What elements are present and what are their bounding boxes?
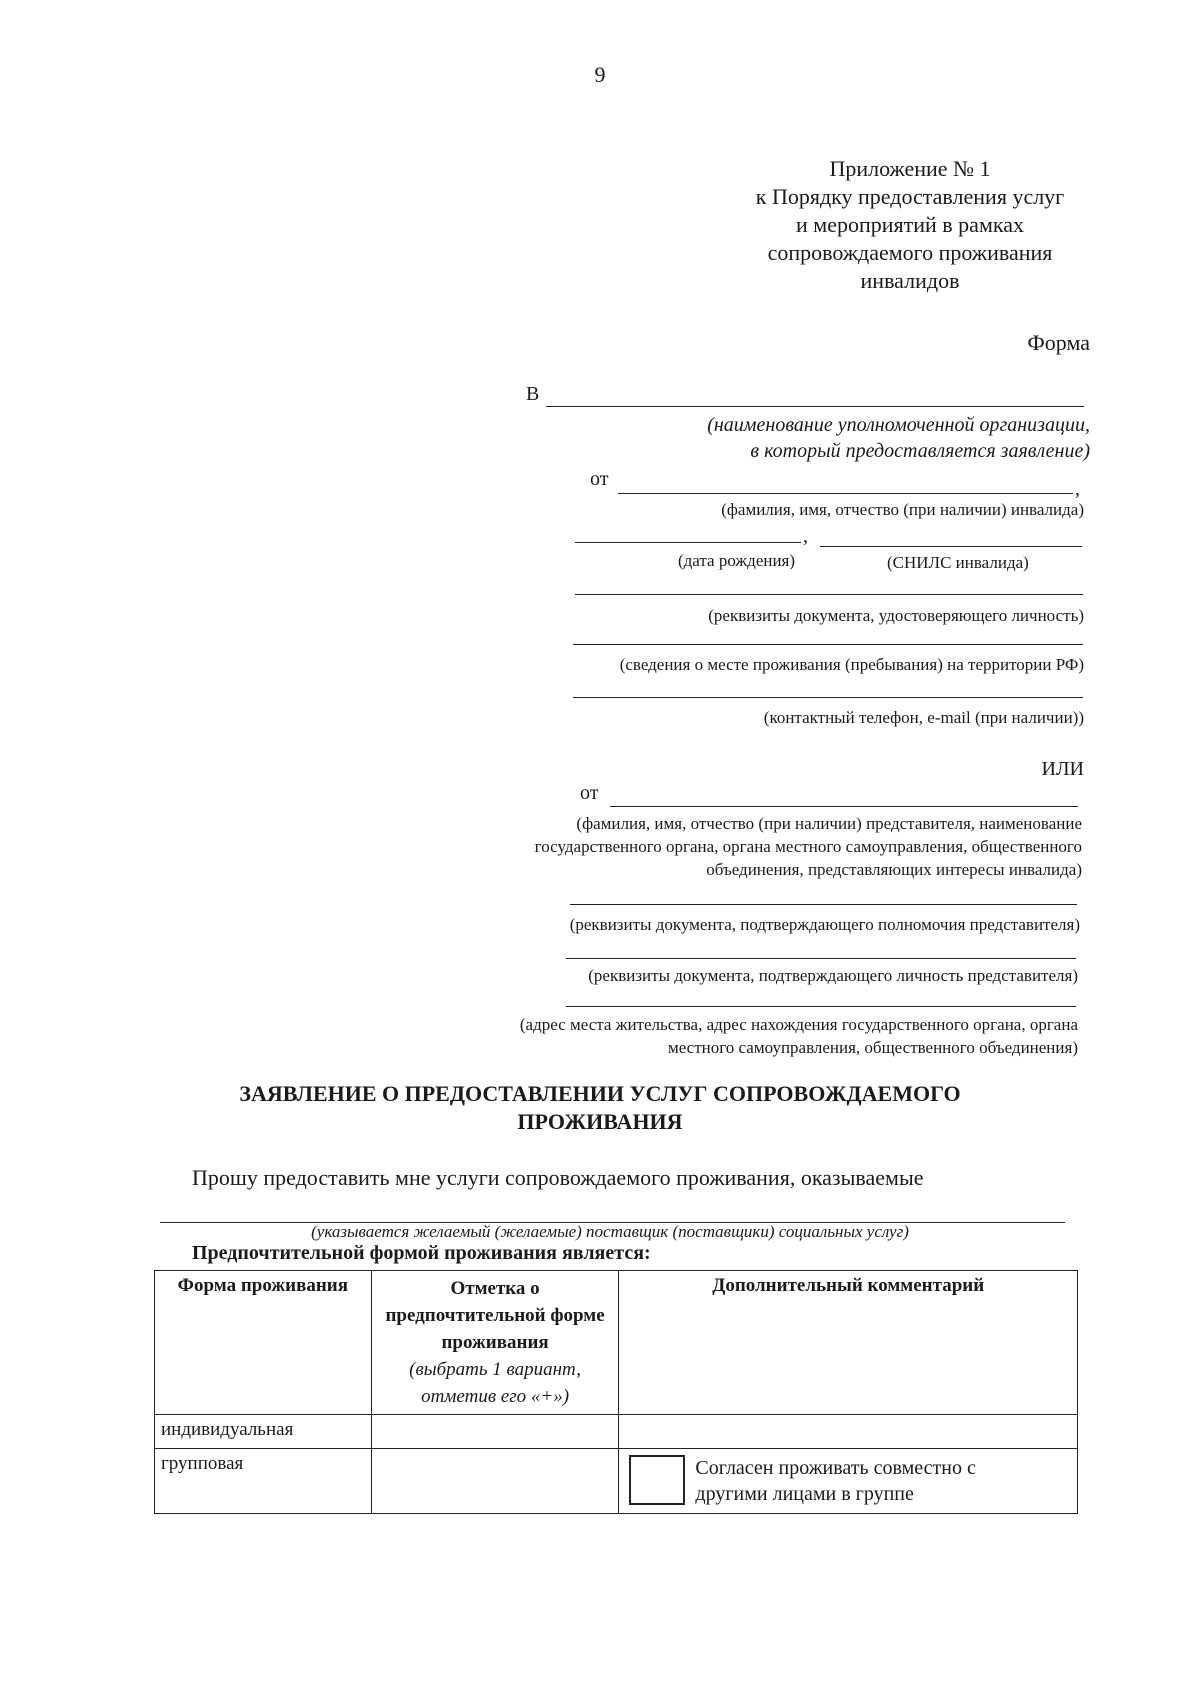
document-title: [100, 1080, 1100, 1136]
comment-cell[interactable]: [619, 1415, 1078, 1449]
representative-name-line[interactable]: [610, 806, 1078, 807]
contact-caption: (контактный телефон, e-mail (при наличии)): [763, 708, 1084, 727]
appendix-line: сопровождаемого проживания: [767, 240, 1053, 265]
mark-header-sub: (выбрать 1 вариант, отметив его «+»): [409, 1359, 581, 1407]
appendix-block: [690, 155, 1130, 295]
id-document-line[interactable]: [575, 594, 1083, 595]
or-label: ИЛИ: [1041, 758, 1084, 780]
to-prefix: В: [526, 383, 540, 405]
caption-line: (наименование уполномоченной организации,: [707, 414, 1090, 436]
snils-caption: (СНИЛС инвалида): [887, 553, 1029, 572]
page-number: 9: [594, 62, 606, 87]
mark-cell[interactable]: [371, 1449, 619, 1514]
column-header-mark: [371, 1271, 619, 1415]
birth-date-line[interactable]: [575, 542, 801, 543]
appendix-line: и мероприятий в рамках: [796, 212, 1024, 237]
mark-cell[interactable]: [371, 1415, 619, 1449]
residence-caption: (сведения о месте проживания (пребывания) на территории РФ): [619, 655, 1084, 674]
rep-address-line[interactable]: [566, 1006, 1076, 1007]
organization-caption: [490, 412, 1090, 464]
column-header-comment: Дополнительный комментарий: [619, 1271, 1078, 1415]
rep-address-caption: [378, 1013, 1078, 1059]
title-line: ПРОЖИВАНИЯ: [517, 1109, 683, 1134]
caption-line: (фамилия, имя, отчество (при наличии) представителя, наименование: [576, 814, 1082, 833]
residence-form-table: [154, 1270, 1078, 1514]
title-line: ЗАЯВЛЕНИЕ О ПРЕДОСТАВЛЕНИИ УСЛУГ СОПРОВОЖДАЕМОГО: [239, 1081, 961, 1106]
form-label: Форма: [1027, 330, 1090, 355]
rep-authority-line[interactable]: [570, 904, 1077, 905]
supplier-caption: (указывается желаемый (желаемые) поставщик (поставщики) социальных услуг): [311, 1222, 909, 1241]
comma: ,: [1075, 478, 1080, 500]
rep-authority-caption: (реквизиты документа, подтверждающего полномочия представителя): [569, 915, 1080, 934]
preferred-form-label: Предпочтительной формой проживания является:: [192, 1242, 651, 1264]
caption-line: объединения, представляющих интересы инвалида): [706, 860, 1082, 879]
contact-line[interactable]: [573, 697, 1083, 698]
birth-date-caption: (дата рождения): [678, 551, 796, 570]
caption-line: местного самоуправления, общественного объединения): [667, 1038, 1078, 1057]
mark-header-main: Отметка о предпочтительной форме проживания: [385, 1278, 605, 1353]
table-header-row: [155, 1271, 1078, 1415]
table-row: [155, 1449, 1078, 1514]
rep-id-line[interactable]: [566, 958, 1076, 959]
form-cell: групповая: [155, 1449, 372, 1514]
agree-text: Согласен проживать совместно с другими лицами в группе: [695, 1457, 976, 1505]
rep-from-prefix: от: [580, 782, 599, 804]
id-document-caption: (реквизиты документа, удостоверяющего личность): [708, 606, 1084, 625]
rep-id-caption: (реквизиты документа, подтверждающего личность представителя): [588, 966, 1078, 985]
comment-cell: [619, 1449, 1078, 1514]
snils-line[interactable]: [820, 546, 1082, 547]
appendix-line: инвалидов: [860, 268, 960, 293]
caption-line: в который предоставляется заявление): [750, 440, 1090, 462]
caption-line: государственного органа, органа местного самоуправления, общественного: [534, 837, 1082, 856]
table-row: [155, 1415, 1078, 1449]
column-header-form: Форма проживания: [155, 1271, 372, 1415]
representative-caption: [382, 812, 1082, 881]
appendix-line: Приложение № 1: [829, 156, 991, 181]
agree-checkbox[interactable]: [629, 1455, 685, 1505]
form-cell: индивидуальная: [155, 1415, 372, 1449]
residence-line[interactable]: [573, 644, 1083, 645]
appendix-line: к Порядку предоставления услуг: [755, 184, 1065, 209]
applicant-name-caption: (фамилия, имя, отчество (при наличии) инвалида): [721, 500, 1084, 519]
caption-line: (адрес места жительства, адрес нахождения государственного органа, органа: [519, 1015, 1078, 1034]
request-text: Прошу предоставить мне услуги сопровождаемого проживания, оказываемые: [192, 1165, 924, 1190]
from-prefix: от: [590, 468, 609, 490]
comma: ,: [803, 525, 808, 547]
applicant-name-line[interactable]: [618, 493, 1073, 494]
organization-line[interactable]: [546, 406, 1084, 407]
